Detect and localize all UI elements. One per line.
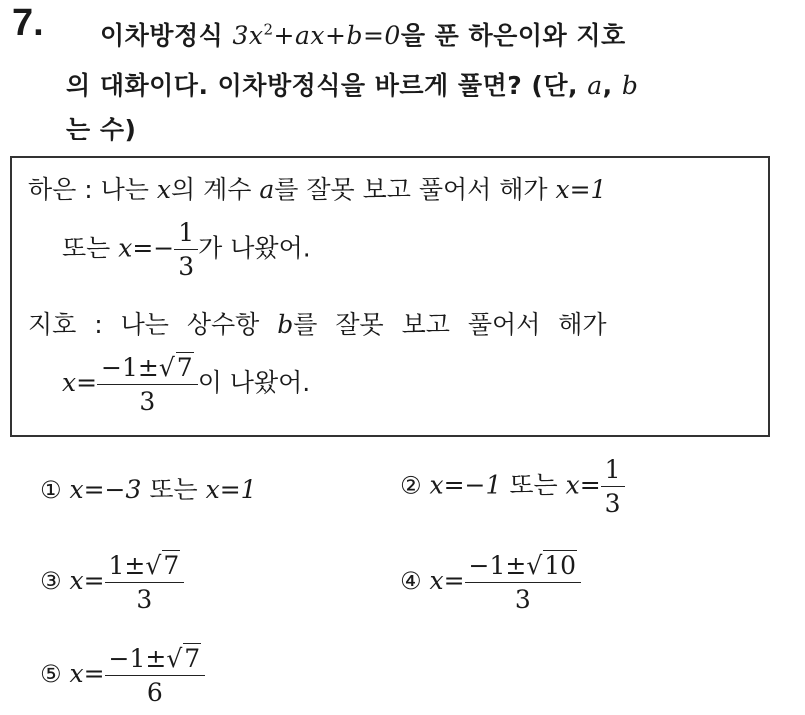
fraction-numerator [105, 643, 206, 676]
variable-b: b [277, 310, 294, 339]
fraction-numerator: 1 [601, 455, 625, 487]
question-text: 을 푼 하은이와 지호 [400, 21, 626, 50]
question-line-1 [100, 16, 626, 52]
variable-b: b [621, 71, 639, 100]
fraction-denominator: 3 [604, 489, 621, 518]
question-text: 의 대화이다. 이차방정식을 바르게 풀면? (단, [66, 71, 578, 100]
fraction-numerator [465, 550, 582, 583]
fraction-denominator: 3 [139, 387, 156, 416]
variable-x: x [156, 175, 171, 204]
dialogue-text: 또는 [62, 233, 111, 263]
fraction-root-seven-third [97, 352, 198, 416]
question-line-2 [66, 66, 638, 102]
radicand: 7 [176, 353, 193, 382]
choice-text: 또는 [149, 475, 198, 504]
haeun-line-1 [28, 170, 606, 206]
radical-sign: √ [145, 551, 162, 580]
speaker-jiho: 지호 : [28, 310, 103, 339]
fraction-numerator [105, 550, 185, 583]
choice-marker: ① [40, 476, 62, 504]
jiho-line-2 [62, 352, 310, 416]
choice-4[interactable] [400, 550, 581, 614]
choice-expression: x=−3 [69, 475, 142, 504]
question-line-3: 는 수) [66, 115, 137, 144]
numerator-prefix: 1± [108, 551, 146, 580]
variable-a: a [587, 71, 603, 100]
dialogue-text: 나는 [100, 175, 149, 204]
fraction-denominator: 3 [178, 252, 195, 281]
radical-sign: √ [526, 551, 543, 580]
choice-1[interactable] [40, 470, 257, 506]
choice-marker: ② [400, 471, 422, 500]
fraction-denominator: 3 [136, 585, 153, 614]
haeun-line-2 [62, 218, 311, 281]
dialogue-text: 가 나왔어. [198, 233, 311, 263]
equation-term: 3x [232, 21, 264, 50]
numerator-prefix: −1± [101, 353, 159, 382]
fraction-numerator [97, 352, 198, 385]
fraction-denominator: 6 [146, 678, 163, 707]
dialogue-text: 의 계수 [171, 175, 252, 204]
choice-marker: ④ [400, 567, 422, 595]
dialogue-text: 를 잘못 보고 풀어서 해가 [293, 310, 607, 339]
choice-marker: ⑤ [40, 660, 62, 688]
equation-rest: +ax+b=0 [273, 21, 401, 50]
choice-5[interactable] [40, 643, 205, 707]
choice-fraction [105, 550, 185, 614]
choice-2[interactable] [400, 455, 625, 518]
choice-expression: x= [69, 566, 105, 595]
radicand: 10 [544, 551, 577, 580]
fraction-denominator: 3 [514, 585, 531, 614]
choice-fraction [601, 455, 625, 518]
choice-fraction [465, 550, 582, 614]
choice-expression: x= [429, 566, 465, 595]
radical-sign: √ [166, 644, 183, 673]
solution-x-1: x=1 [555, 175, 607, 204]
solution-x: x= [62, 368, 98, 397]
choice-fraction [105, 643, 206, 707]
solution-x-neg: x=− [118, 233, 175, 263]
dialogue-text: 를 잘못 보고 풀어서 해가 [274, 175, 548, 204]
radicand: 7 [163, 551, 180, 580]
variable-a: a [259, 175, 275, 204]
numerator-prefix: −1± [108, 644, 167, 673]
choice-expression: x=1 [205, 475, 257, 504]
speaker-haeun: 하은 : [28, 175, 93, 204]
radical-sign: √ [158, 353, 175, 382]
equation-exponent: 2 [263, 20, 274, 39]
question-number: 7. [12, 2, 44, 44]
choice-expression: x= [565, 470, 601, 500]
choice-expression: x=−1 [429, 470, 502, 500]
choice-marker: ③ [40, 567, 62, 595]
radicand: 7 [184, 644, 201, 673]
jiho-line-1 [28, 305, 607, 341]
comma: , [602, 71, 613, 100]
dialogue-text: 이 나왔어. [197, 368, 311, 397]
fraction-numerator: 1 [174, 218, 198, 250]
choice-text: 또는 [509, 470, 558, 500]
question-text: 이차방정식 [100, 21, 224, 50]
choice-expression: x= [69, 659, 105, 688]
fraction-one-third [174, 218, 198, 281]
numerator-prefix: −1± [468, 551, 527, 580]
choice-3[interactable] [40, 550, 184, 614]
dialogue-text: 나는 상수항 [120, 310, 260, 339]
